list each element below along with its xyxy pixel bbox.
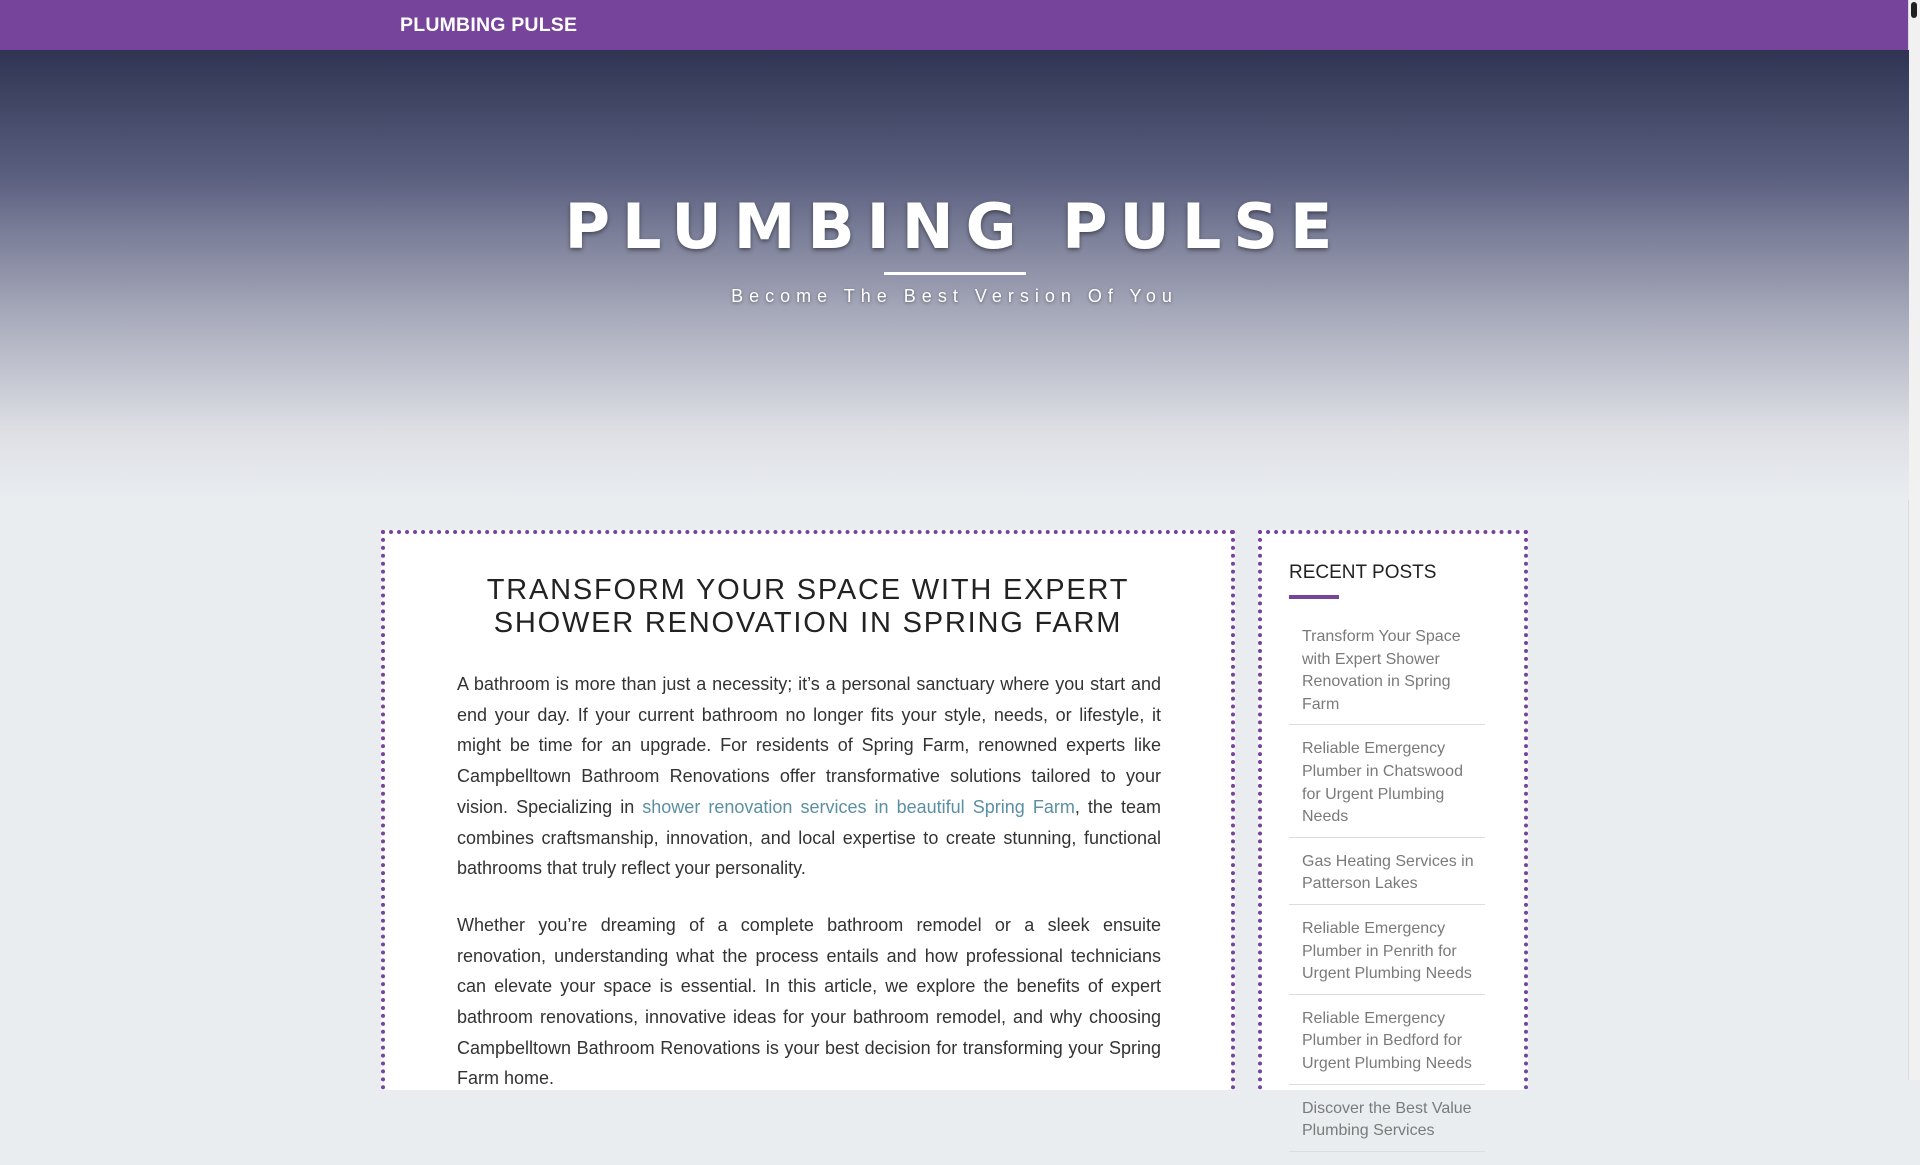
site-header-banner <box>0 50 1909 500</box>
title-divider <box>884 272 1026 275</box>
post-paragraph <box>457 669 1161 884</box>
recent-posts-list <box>1289 626 1485 1165</box>
site-title[interactable]: PLUMBING PULSE <box>564 190 1345 263</box>
list-item <box>1289 918 1485 995</box>
recent-post-link[interactable]: Reliable Emergency Plumber in Chatswood for Urgent Plumbing Needs <box>1302 740 1463 826</box>
recent-post-link[interactable]: Reliable Emergency Plumber in Penrith for Urgent Plumbing Needs <box>1302 919 1472 983</box>
recent-post-link[interactable]: Reliable Emergency Plumber in Bedford for Urgent Plumbing Needs <box>1302 1009 1472 1072</box>
post-article <box>381 530 1235 1090</box>
post-paragraph-text: A bathroom is more than just a necessity; it’s a personal sanctuary where you start and end your day. If your current bathroom no longer fits your style, needs, or lifestyle, it might be time for an upgrade. For residents of Spring Farm, renowned experts like Campbelltown Bathroom Renovations offer transformative solutions tailored to your vision. Specializing in <box>457 674 1161 817</box>
list-item <box>1289 1008 1485 1085</box>
top-navbar <box>0 0 1909 50</box>
post-paragraph-text: , the team combines craftsmanship, innovation, and local expertise to create stunning, functional bathrooms that truly reflect your personality. <box>457 796 1162 879</box>
widget-title: RECENT POSTS <box>1289 562 1437 583</box>
recent-posts-widget <box>1258 530 1528 1140</box>
post-body <box>457 669 1161 1120</box>
widget-title-underline <box>1289 595 1339 599</box>
list-item <box>1289 851 1485 905</box>
page-scrollbar[interactable] <box>1908 0 1920 1080</box>
recent-post-link[interactable]: Discover the Best Value Plumbing Services <box>1302 1099 1472 1140</box>
scrollbar-thumb[interactable] <box>1911 2 1917 18</box>
post-paragraph: Whether you’re dreaming of a complete bathroom remodel or a sleek ensuite renovation, understanding what the process entails and how professional technicians can elevate your space is essential. In this article, we explore the benefits of expert bathroom renovations, innovative ideas for your bathroom remodel, and why choosing Campbelltown Bathroom Renovations is your best decision for transforming your Spring Farm home. <box>457 914 1161 1089</box>
list-item <box>1289 1098 1485 1152</box>
site-tagline: Become The Best Version Of You <box>731 286 1178 306</box>
recent-post-link[interactable]: Gas Heating Services in Patterson Lakes <box>1302 852 1474 893</box>
post-title: TRANSFORM YOUR SPACE WITH EXPERT SHOWER RENOVATION IN SPRING FARM <box>486 574 1130 639</box>
list-item <box>1289 626 1485 725</box>
list-item <box>1289 738 1485 837</box>
recent-post-link[interactable]: Transform Your Space with Expert Shower Renovation in Spring Farm <box>1302 628 1461 713</box>
shower-renovation-link[interactable]: shower renovation services in beautiful Spring Farm <box>642 796 1075 817</box>
navbar-brand-link[interactable]: PLUMBING PULSE <box>400 14 578 36</box>
